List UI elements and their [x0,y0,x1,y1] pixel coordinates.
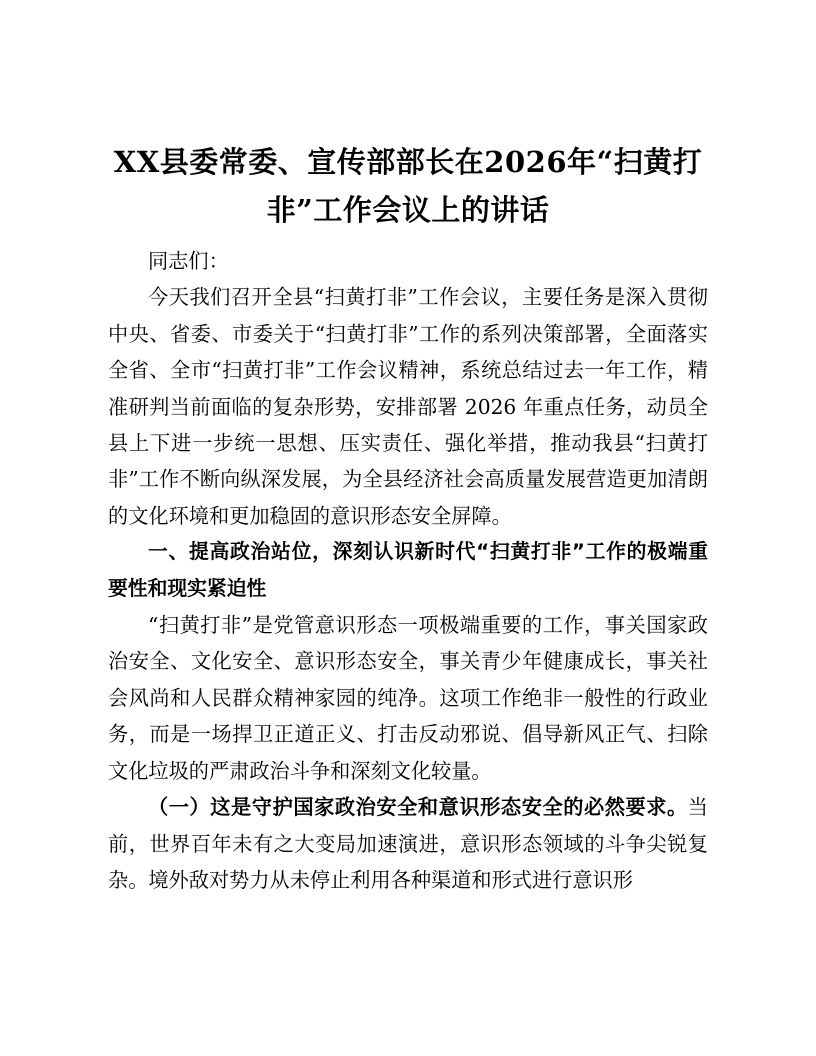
paragraph-section-1: “扫黄打非”是党管意识形态一项极端重要的工作，事关国家政治安全、文化安全、意识形态安全，事关青少年健康成长，事关社会风尚和人民群众精神家园的纯净。这项工作绝非一般性的行政业务，而是一场捍卫正道正义、打击反动邪说、倡导新风正气、扫除文化垃圾的严肃政治斗争和深刻文化较量。 [108,613,708,783]
salutation: 同志们： [148,249,229,273]
title-line-2: 非”工作会议上的讲话 [266,193,550,227]
document-body [108,243,708,898]
paragraph-intro: 今天我们召开全县“扫黄打非”工作会议，主要任务是深入贯彻中央、省委、市委关于“扫黄打非”工作的系列决策部署，全面落实全省、全市“扫黄打非”工作会议精神，系统总结过去一年工作，精准研判当前面临的复杂形势，安排部署 2026 年重点任务，动员全县上下进一步统一思想、压实责任、强化举措，推动我县“扫黄打非”工作不断向纵深发展，为全县经济社会高质量发展营造更加清朗的文化环境和更加稳固的意识形态安全屏障。 [108,285,708,528]
subsection-heading-1: （一）这是守护国家政治安全和意识形态安全的必然要求。 [148,795,688,820]
document-title [100,138,716,234]
paragraph-subsection-1 [108,789,708,898]
subsection-text-1: 当前，世界百年未有之大变局加速演进，意识形态领域的斗争尖锐复杂。境外敌对势力从未停止利用各种渠道和形式进行意识形 [108,795,708,892]
title-line-1: XX县委常委、宣传部部长在2026年“扫黄打 [113,145,703,179]
section-heading-1: 一、提高政治站位，深刻认识新时代“扫黄打非”工作的极端重要性和现实紧迫性 [108,540,708,600]
